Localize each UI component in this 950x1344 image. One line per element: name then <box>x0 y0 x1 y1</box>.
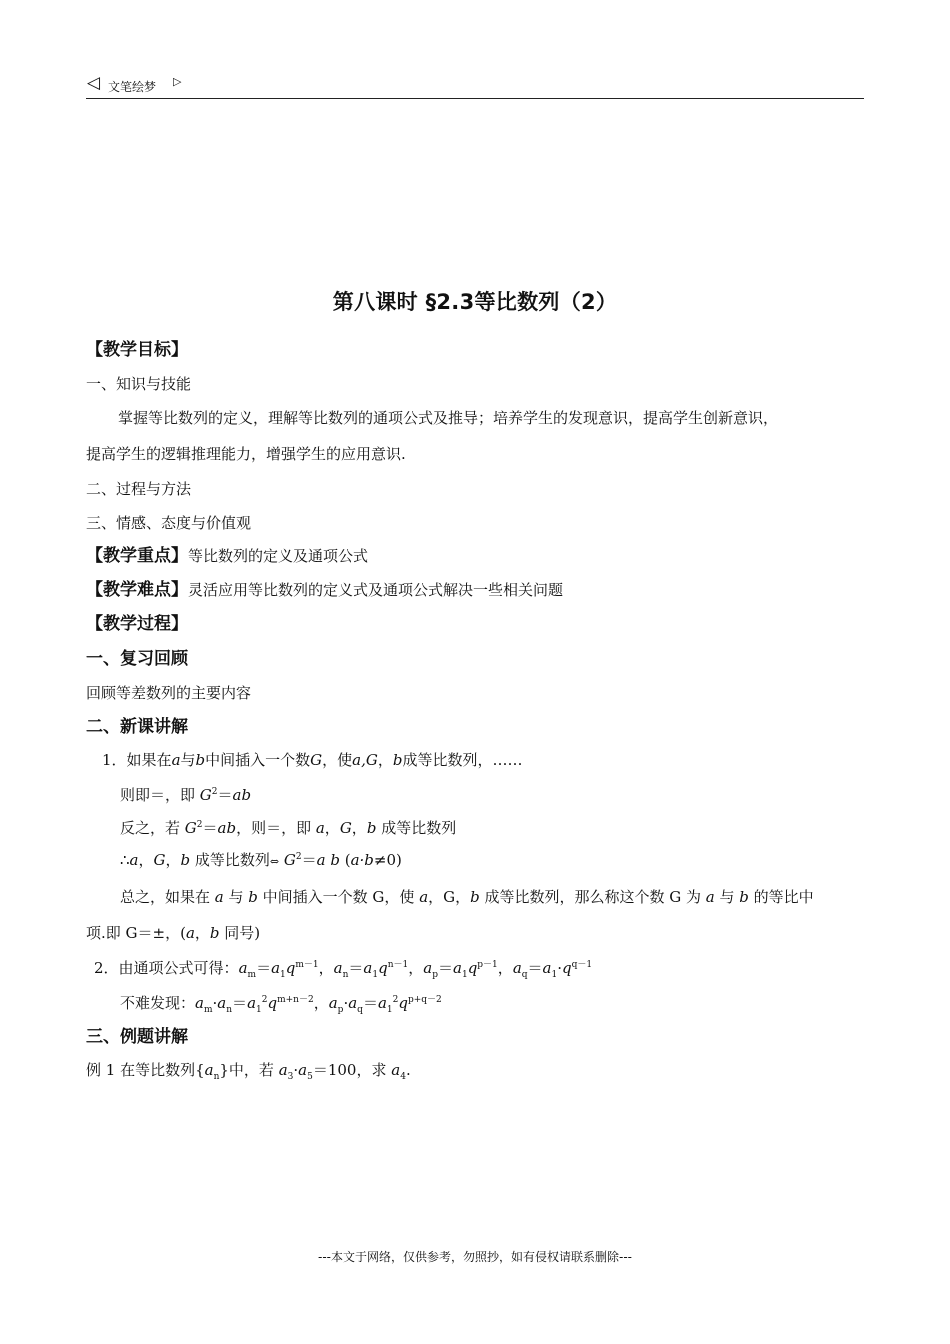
goal-attitude: 三、情感、态度与价值观 <box>86 514 252 532</box>
process-heading: 【教学过程】 <box>86 614 188 634</box>
page-header <box>86 72 864 99</box>
point-1-line-5: 总之，如果在 a 与 b 中间插入一个数 G，使 a，G，b 成等比数列，那么称这个数 G 为 a 与 b 的等比中 <box>120 888 814 906</box>
example-heading: 三、例题讲解 <box>86 1027 188 1047</box>
point-2-line-2: 不难发现：$a_m\cdot a_n=a_1^2q^{m+n-2}$，$a_p\cdot a_q=a_1^2q^{p+q-2}$ <box>120 994 442 1015</box>
point-1-line-3: 反之，若 $G^2=ab$，则＝，即 a，G，b 成等比数列 <box>120 819 457 837</box>
difficult-point-text: 灵活应用等比数列的定义式及通项公式解决一些相关问题 <box>188 581 564 599</box>
right-triangle-icon: ▷ <box>173 75 182 88</box>
point-2: 2．由通项公式可得：$a_m=a_1q^{m-1}$，$a_n=a_1q^{n-1}$，$a_p=a_1q^{p-1}$，$a_q=a_1\cdot q^{q-1}$ <box>94 959 593 980</box>
page-title: 第八课时 §2.3等比数列（2） <box>332 290 618 314</box>
header-brand: 文笔绘梦 <box>108 80 157 94</box>
page-footer: ---本文于网络，仅供参考，勿照抄，如有侵权请联系删除--- <box>318 1250 632 1264</box>
goal-knowledge-text-2: 提高学生的逻辑推理能力，增强学生的应用意识. <box>86 445 406 463</box>
point-1-line-6: 项.即 G＝±，(a，b 同号) <box>86 924 261 942</box>
point-1-line-4: ∴a，G，b 成等比数列⇔ $G^2=a$ b (a·b≠0) <box>120 851 402 869</box>
key-point <box>86 546 368 566</box>
left-triangle-icon: ◁ <box>87 73 101 93</box>
goal-knowledge-text-1: 掌握等比数列的定义，理解等比数列的通项公式及推导；培养学生的发现意识，提高学生创新意识， <box>118 409 779 427</box>
goals-heading: 【教学目标】 <box>86 340 188 360</box>
point-1: 1．如果在a与b中间插入一个数G，使a,G，b成等比数列，…… <box>102 751 523 769</box>
key-point-text: 等比数列的定义及通项公式 <box>188 547 369 565</box>
key-point-label: 【教学重点】 <box>86 546 188 566</box>
goal-knowledge: 一、知识与技能 <box>86 375 192 393</box>
review-text: 回顾等差数列的主要内容 <box>86 684 252 702</box>
goal-process: 二、过程与方法 <box>86 480 192 498</box>
point-1-line-2: 则即＝，即 $G^2=ab$ <box>120 786 252 804</box>
new-lesson-heading: 二、新课讲解 <box>86 717 188 737</box>
difficult-point-label: 【教学难点】 <box>86 580 188 600</box>
difficult-point <box>86 580 563 600</box>
example-1: 例 1 在等比数列$\{a_n\}$中，若 $a_3\cdot a_5=100$，求 $a_4$. <box>86 1061 411 1082</box>
review-heading: 一、复习回顾 <box>86 649 188 669</box>
